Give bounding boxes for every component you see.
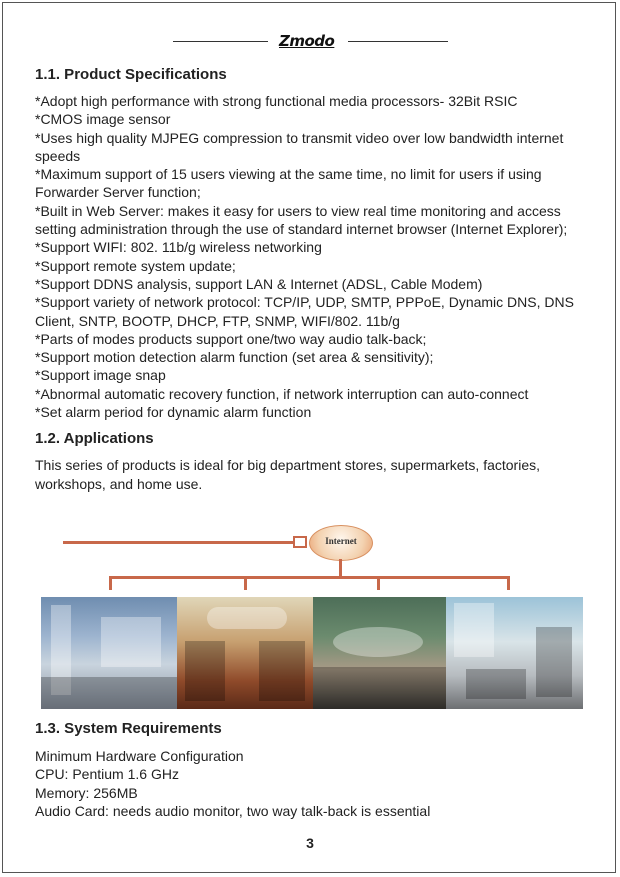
spec-item: *Adopt high performance with strong functional media processors- 32Bit RSIC xyxy=(35,93,518,109)
spec-item: *Support motion detection alarm function (set area & sensitivity); xyxy=(35,349,434,366)
connector-icon xyxy=(293,536,307,548)
page-header xyxy=(3,31,617,51)
spec-item: *Abnormal automatic recovery function, if network interruption can auto-connect xyxy=(35,385,529,402)
spec-item: *Support WIFI: 802. 11b/g wireless networking xyxy=(35,239,322,256)
brand-logo: Zmodo xyxy=(279,32,335,50)
internet-label: Internet xyxy=(325,536,357,546)
applications-figure xyxy=(41,523,583,709)
system-requirements xyxy=(35,719,591,820)
spec-item: *Maximum support of 15 users viewing at the same time, no limit for users if using Forwarder Server function; xyxy=(35,166,542,201)
network-line-branch xyxy=(507,576,510,590)
photo-office xyxy=(446,597,583,709)
network-line-branch xyxy=(244,576,247,590)
network-line-branch xyxy=(377,576,380,590)
section-title-system-requirements: 1.3. System Requirements xyxy=(35,720,222,737)
requirement-line: Audio Card: needs audio monitor, two way talk-back is essential xyxy=(35,802,431,819)
spec-item: *Set alarm period for dynamic alarm function xyxy=(35,404,312,421)
internet-cloud-icon xyxy=(309,525,373,561)
network-line-drop xyxy=(339,559,342,577)
spec-item: *Built in Web Server: makes it easy for users to view real time monitoring and access setting administration through the use of standard internet browser (Internet Explorer); xyxy=(35,202,568,238)
network-line-branch xyxy=(109,576,112,590)
photo-mall xyxy=(313,597,446,709)
applications-text: This series of products is ideal for big department stores, supermarkets, factories, workshops, and home use. xyxy=(35,457,540,492)
spec-item: *Support remote system update; xyxy=(35,257,236,274)
spec-item: *Support image snap xyxy=(35,367,166,384)
manual-page xyxy=(2,2,616,873)
header-rule-right xyxy=(348,41,448,42)
network-line-main xyxy=(63,541,295,544)
requirement-line: Memory: 256MB xyxy=(35,784,138,801)
section-title-applications: 1.2. Applications xyxy=(35,430,154,448)
network-line-bus xyxy=(109,576,507,579)
spec-item: *Parts of modes products support one/two way audio talk-back; xyxy=(35,330,427,347)
application-photos xyxy=(41,597,583,709)
page-number: 3 xyxy=(306,835,314,851)
spec-item: *Support variety of network protocol: TCP/IP, UDP, SMTP, PPPoE, Dynamic DNS, DNS Client, SNTP, BOOTP, DHCP, FTP, SNMP, WIFI/802. 11b/g xyxy=(35,294,574,329)
section-title-specifications: 1.1. Product Specifications xyxy=(35,66,227,83)
main-content xyxy=(35,65,591,493)
spec-item: *CMOS image sensor xyxy=(35,111,171,128)
requirement-line: Minimum Hardware Configuration xyxy=(35,748,244,764)
spec-list xyxy=(35,92,591,421)
photo-lobby xyxy=(41,597,177,709)
header-rule-left xyxy=(173,41,268,42)
spec-item: *Uses high quality MJPEG compression to transmit video over low bandwidth internet speeds xyxy=(35,129,564,164)
requirement-line: CPU: Pentium 1.6 GHz xyxy=(35,766,179,783)
spec-item: *Support DDNS analysis, support LAN & Internet (ADSL, Cable Modem) xyxy=(35,275,483,292)
photo-library xyxy=(177,597,313,709)
